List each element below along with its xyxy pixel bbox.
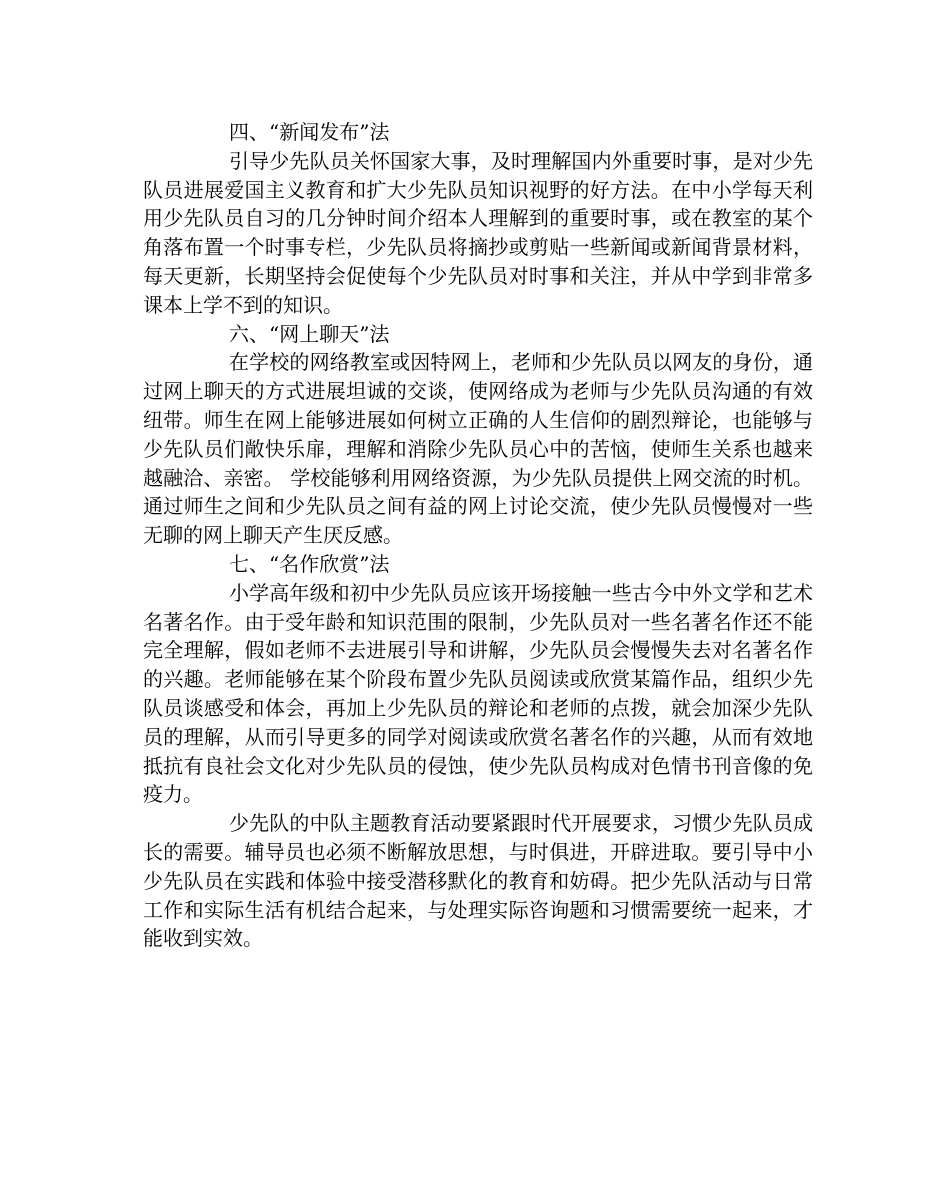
section-heading-online-chat: 六、“网上聊天”法 [229,321,390,346]
section-paragraph-online-chat: 在学校的网络教室或因特网上，老师和少先队员以网友的身份，通过网上聊天的方式进展坦诚的交谈，使网络成为老师与少先队员沟通的有效纽带。师生在网上能够进展如何树立正确的人生信仰的剧烈辩论，也能够与少先队员们敞快乐扉，理解和消除少先队员心中的苦恼，使师生关系也越来越融洽、亲密。 学校能够利用网络资源，为少先队员提供上网交流的时机。通过师生之间和少先队员之间有益的网上讨论交流，使少先队员慢慢对一些无聊的网上聊天产生厌反感。 [143,350,813,548]
document-body [143,118,813,953]
section-paragraph-news-release: 引导少先队员关怀国家大事，及时理解国内外重要时事，是对少先队员进展爱国主义教育和扩大少先队员知识视野的好方法。在中小学每天利用少先队员自习的几分钟时间介绍本人理解到的重要时事，或在教室的某个角落布置一个时事专栏，少先队员将摘抄或剪贴一些新闻或新闻背景材料，每天更新，长期坚持会促使每个少先队员对时事和关注，并从中学到非常多课本上学不到的知识。 [143,148,813,317]
section-heading-masterpiece-appreciation: 七、“名作欣赏”法 [229,551,390,576]
section-paragraph-masterpiece-appreciation: 小学高年级和初中少先队员应该开场接触一些古今中外文学和艺术名著名作。由于受年龄和知识范围的限制，少先队员对一些名著名作还不能完全理解，假如老师不去进展引导和讲解，少先队员会慢慢失去对名著名作的兴趣。老师能够在某个阶段布置少先队员阅读或欣赏某篇作品，组织少先队员谈感受和体会，再加上少先队员的辩论和老师的点拨，就会加深少先队员的理解，从而引导更多的同学对阅读或欣赏名著名作的兴趣，从而有效地抵抗有良社会文化对少先队员的侵蚀，使少先队员构成对色情书刊音像的免疫力。 [143,580,813,807]
conclusion-paragraph: 少先队的中队主题教育活动要紧跟时代开展要求，习惯少先队员成长的需要。辅导员也必须不断解放思想，与时俱进，开辟进取。要引导中小少先队员在实践和体验中接受潜移默化的教育和妨碍。把少先队活动与日常工作和实际生活有机结合起来，与处理实际咨询题和习惯需要统一起来，才能收到实效。 [143,811,813,951]
section-heading-news-release: 四、“新闻发布”法 [229,120,390,144]
